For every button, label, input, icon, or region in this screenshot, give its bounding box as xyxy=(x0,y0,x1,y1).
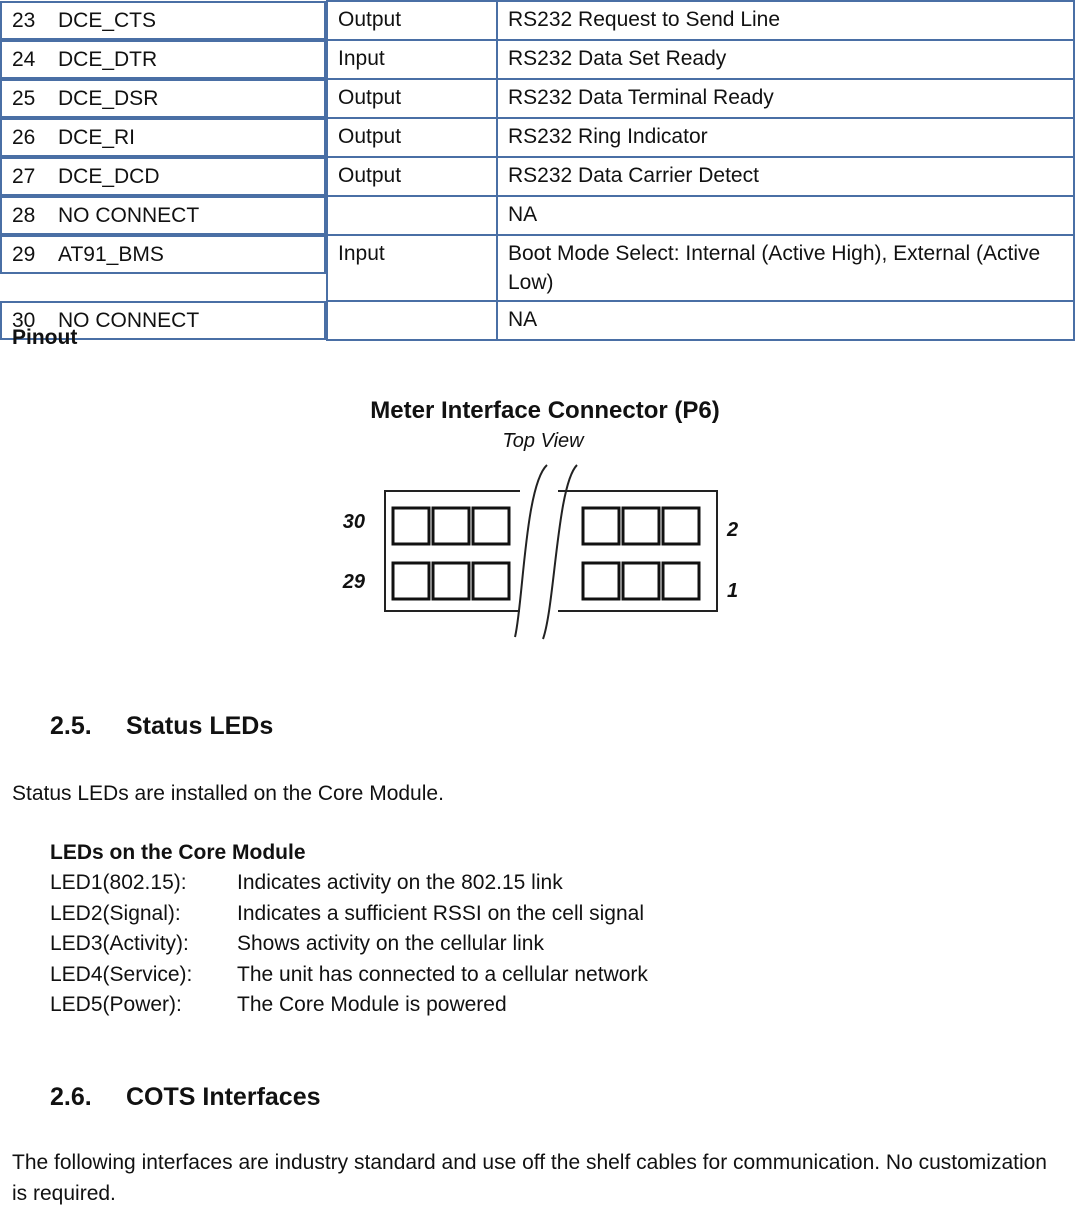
pin-number: 29 xyxy=(12,243,36,266)
pin-direction: Output xyxy=(327,157,497,196)
figure-title: Meter Interface Connector (P6) xyxy=(370,397,720,424)
pin-signal-cell xyxy=(0,235,326,274)
pin-square xyxy=(393,563,429,599)
connector-diagram xyxy=(325,385,765,655)
pin-number: 28 xyxy=(12,204,36,227)
pin-signal-cell xyxy=(0,157,326,196)
pin-row xyxy=(0,1,1074,40)
pin-square xyxy=(623,508,659,544)
pin-signal-name: NO CONNECT xyxy=(58,204,200,227)
pin-signal-name: AT91_BMS xyxy=(58,243,164,266)
led-row xyxy=(50,960,648,991)
pin-number: 30 xyxy=(12,309,36,332)
pin-label-1: 1 xyxy=(727,580,739,602)
pin-signal-cell xyxy=(0,40,326,79)
pin-signal-name: DCE_DTR xyxy=(58,48,158,71)
section-2-5-title: Status LEDs xyxy=(126,712,274,740)
led-description: The unit has connected to a cellular network xyxy=(237,962,648,986)
pin-table xyxy=(0,0,1075,341)
pin-square xyxy=(433,563,469,599)
section-2-6-number: 2.6. xyxy=(50,1083,92,1111)
pin-description: RS232 Ring Indicator xyxy=(497,118,1074,157)
pin-direction xyxy=(327,301,497,340)
pin-number: 27 xyxy=(12,165,36,188)
section-2-5-heading xyxy=(50,712,273,741)
pin-direction xyxy=(327,196,497,235)
pin-square xyxy=(393,508,429,544)
pin-signal-cell xyxy=(0,1,326,40)
led-rows xyxy=(50,868,648,1021)
pin-signal-name: DCE_DSR xyxy=(58,87,159,110)
pin-row xyxy=(0,157,1074,196)
pinout-label: Pinout xyxy=(12,326,78,349)
led-name: LED4(Service): xyxy=(50,962,193,986)
pin-description: NA xyxy=(497,301,1074,340)
pin-description: RS232 Data Set Ready xyxy=(497,40,1074,79)
pin-number: 26 xyxy=(12,126,36,149)
led-name: LED1(802.15): xyxy=(50,871,187,894)
pin-square xyxy=(473,563,509,599)
pin-row xyxy=(0,301,1074,340)
pin-direction: Output xyxy=(327,79,497,118)
pin-row xyxy=(0,79,1074,118)
pin-number: 25 xyxy=(12,87,36,110)
pin-signal-cell xyxy=(0,196,326,235)
pin-signal-name: NO CONNECT xyxy=(58,309,200,332)
pin-square xyxy=(623,563,659,599)
pin-signal-cell xyxy=(0,118,326,157)
pin-description: RS232 Data Terminal Ready xyxy=(497,79,1074,118)
pin-number: 24 xyxy=(12,48,36,71)
led-name: LED5(Power): xyxy=(50,993,182,1017)
pin-row xyxy=(0,118,1074,157)
pin-signal-cell xyxy=(0,79,326,118)
led-row xyxy=(50,899,648,930)
led-row xyxy=(50,990,648,1021)
pin-direction: Output xyxy=(327,1,497,40)
pin-direction: Output xyxy=(327,118,497,157)
pin-description: RS232 Request to Send Line xyxy=(497,1,1074,40)
led-description: Indicates a sufficient RSSI on the cell signal xyxy=(237,901,645,925)
pin-row xyxy=(0,235,1074,301)
leds-list xyxy=(50,838,648,1021)
pin-direction: Input xyxy=(327,235,497,301)
pin-square xyxy=(473,508,509,544)
pin-number: 23 xyxy=(12,9,36,32)
pin-description: Boot Mode Select: Internal (Active High), External (Active Low) xyxy=(497,235,1074,301)
led-row xyxy=(50,929,648,960)
pin-square xyxy=(663,508,699,544)
pin-row xyxy=(0,196,1074,235)
leds-list-title: LEDs on the Core Module xyxy=(50,841,306,864)
pin-square xyxy=(583,563,619,599)
pin-signal-name: DCE_DCD xyxy=(58,165,160,188)
led-name: LED3(Activity): xyxy=(50,932,189,956)
pin-label-30: 30 xyxy=(342,511,365,533)
led-description: Indicates activity on the 802.15 link xyxy=(237,871,563,894)
pin-direction: Input xyxy=(327,40,497,79)
section-2-6-title: COTS Interfaces xyxy=(126,1083,321,1111)
led-name: LED2(Signal): xyxy=(50,901,181,925)
pin-table-body xyxy=(0,1,1074,340)
pin-label-29: 29 xyxy=(342,571,365,593)
led-row xyxy=(50,868,648,899)
section-2-6-heading xyxy=(50,1083,321,1112)
connector-figure xyxy=(325,385,765,655)
pin-description: RS232 Data Carrier Detect xyxy=(497,157,1074,196)
pin-signal-name: DCE_CTS xyxy=(58,9,157,32)
cots-intro: The following interfaces are industry standard and use off the shelf cables for communication. No customization is required. xyxy=(12,1151,1047,1205)
led-description: The Core Module is powered xyxy=(237,993,507,1017)
pin-square xyxy=(433,508,469,544)
figure-subtitle: Top View xyxy=(502,430,584,452)
status-leds-intro: Status LEDs are installed on the Core Module. xyxy=(12,782,444,805)
section-2-5-number: 2.5. xyxy=(50,712,92,740)
pin-description: NA xyxy=(497,196,1074,235)
pin-signal-name: DCE_RI xyxy=(58,126,136,149)
pin-row xyxy=(0,40,1074,79)
pin-label-2: 2 xyxy=(727,519,739,541)
pin-square xyxy=(663,563,699,599)
led-description: Shows activity on the cellular link xyxy=(237,932,544,956)
pin-square xyxy=(583,508,619,544)
